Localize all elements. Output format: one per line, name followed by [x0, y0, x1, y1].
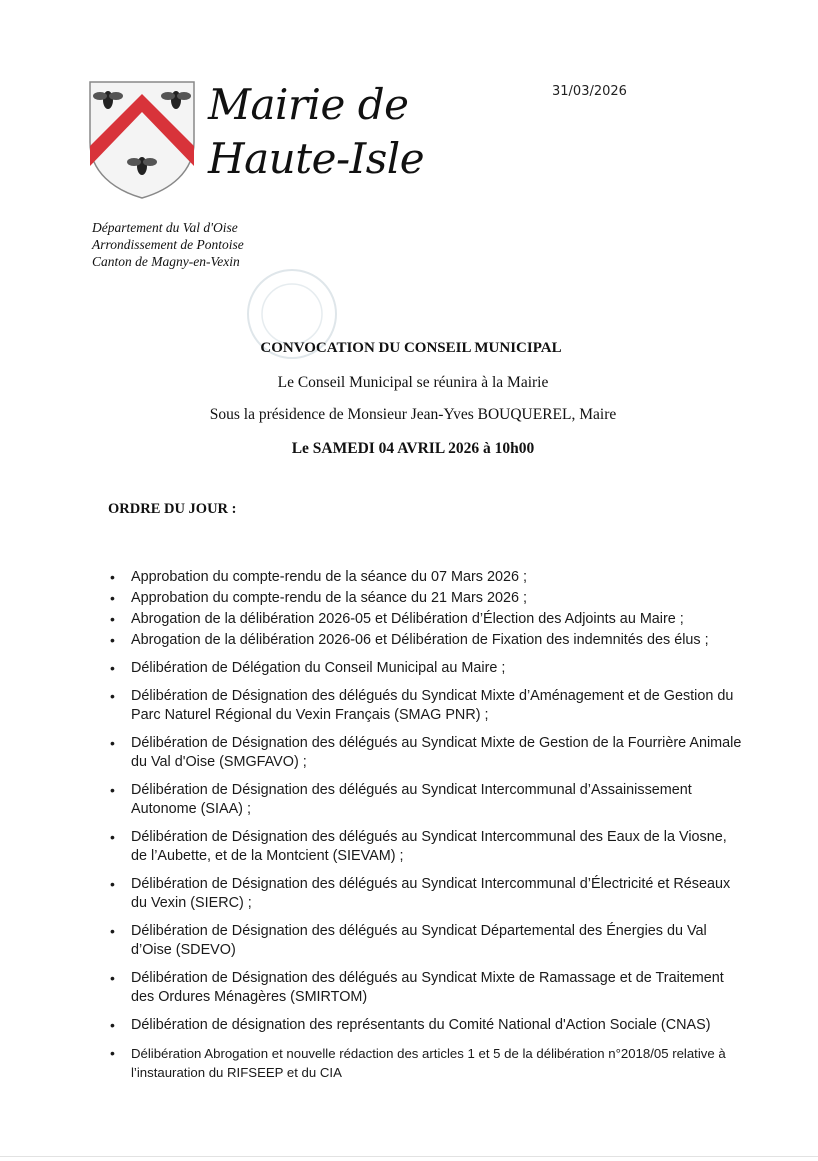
agenda-item: • Approbation du compte-rendu de la séance du 07 Mars 2026 ;: [110, 568, 742, 587]
convocation-presidence: Sous la présidence de Monsieur Jean-Yves BOUQUEREL, Maire: [209, 406, 617, 423]
agenda-item: • Délibération Abrogation et nouvelle rédaction des articles 1 et 5 de la délibération n°2018/05 relative à l’instauration du RIFSEEP et du CIA: [110, 1044, 742, 1082]
date-stamp: 31/03/2026: [552, 84, 627, 99]
bottom-divider: [0, 1156, 818, 1157]
admin-line-canton: Canton de Magny-en-Vexin: [92, 254, 240, 269]
agenda-item: • Délibération de Désignation des délégués au Syndicat Intercommunal d’Assainissement Autonome (SIAA) ;: [110, 781, 742, 819]
agenda-heading: ORDRE DU JOUR :: [108, 501, 237, 517]
agenda-item: • Délibération de Désignation des délégués du Syndicat Mixte d’Aménagement et de Gestion du Parc Naturel Régional du Vexin Français (SMAG PNR) ;: [110, 687, 742, 725]
agenda-item: • Délibération de Désignation des délégués au Syndicat Intercommunal des Eaux de la Viosne, de l’Aubette, et de la Montcient (SIEVAM) ;: [110, 828, 742, 866]
mairie-title: [208, 78, 424, 186]
agenda-list: [110, 568, 742, 1084]
title-line-2: Haute-Isle: [208, 134, 425, 183]
agenda-item: • Délibération de Désignation des délégués au Syndicat Mixte de Ramassage et de Traitement des Ordures Ménagères (SMIRTOM): [110, 969, 742, 1007]
agenda-item: • Délibération de désignation des représentants du Comité National d'Action Sociale (CNAS): [110, 1016, 742, 1035]
coat-of-arms-icon: [88, 80, 196, 200]
agenda-item: • Abrogation de la délibération 2026-05 et Délibération d’Élection des Adjoints au Maire ;: [110, 610, 742, 629]
title-line-1: Mairie de: [208, 80, 409, 129]
convocation-title: CONVOCATION DU CONSEIL MUNICIPAL: [260, 340, 562, 356]
agenda-item: • Approbation du compte-rendu de la séance du 21 Mars 2026 ;: [110, 589, 742, 608]
convocation-date: Le SAMEDI 04 AVRIL 2026 à 10h00: [291, 440, 535, 457]
agenda-item: • Délibération de Désignation des délégués au Syndicat Intercommunal d’Électricité et Réseaux du Vexin (SIERC) ;: [110, 875, 742, 913]
agenda-item: • Délibération de Désignation des délégués au Syndicat Départemental des Énergies du Val d’Oise (SDEVO): [110, 922, 742, 960]
admin-line-arrondissement: Arrondissement de Pontoise: [92, 237, 244, 252]
agenda-item: • Abrogation de la délibération 2026-06 et Délibération de Fixation des indemnités des élus ;: [110, 631, 742, 650]
convocation-location: Le Conseil Municipal se réunira à la Mairie: [277, 374, 549, 391]
agenda-item: • Délibération de Délégation du Conseil Municipal au Maire ;: [110, 659, 742, 678]
admin-line-departement: Département du Val d'Oise: [92, 220, 238, 235]
agenda-item: • Délibération de Désignation des délégués au Syndicat Mixte de Gestion de la Fourrière Animale du Val d'Oise (SMGFAVO) ;: [110, 734, 742, 772]
administrative-info: [92, 219, 244, 270]
